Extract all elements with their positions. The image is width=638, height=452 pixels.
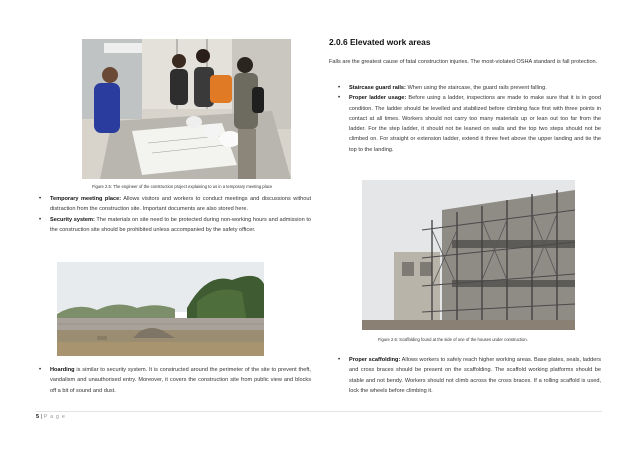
bullet-term: Proper scaffolding: (349, 357, 401, 363)
page-number: 5 (36, 414, 40, 420)
page-footer (36, 414, 66, 420)
right-bullets-top (335, 83, 601, 155)
bullet-text: When using the staircase, the guard rails prevent falling. (405, 85, 547, 91)
bullet-proper-scaffolding (335, 355, 601, 396)
bullet-security-system (36, 215, 311, 236)
bullet-term: Hoarding (50, 367, 75, 373)
figure-2-6-caption: Figure 2.6: Scaffolding found at the side of one of the houses under construction. (378, 337, 528, 342)
bullet-term: Temporary meeting place: (50, 196, 122, 202)
section-intro: Falls are the greatest cause of fatal construction injuries. The most-violated OSHA standard is fall protection. (329, 59, 598, 65)
bullet-term: Security system: (50, 216, 95, 223)
scaffolding-photo (362, 180, 575, 330)
page-label: P a g e (43, 414, 66, 420)
bullet-dot: • (338, 357, 341, 363)
bullet-temporary-meeting-place (36, 194, 311, 215)
bullet-dot: • (338, 95, 341, 102)
bullet-dot: • (39, 367, 42, 373)
bullet-proper-ladder-usage (335, 93, 601, 155)
bullet-text: Allows workers to safely reach higher working areas. Base plates, seals, ladders and cross braces should be present on the scaffolding. The scaffold working platforms should be stable and not bendy. Workers should not climb across the cross braces. If a rolling scaffold is used, lock the wheels before climbing it. (349, 357, 601, 394)
bullet-text: Allows visitors and workers to conduct meetings and discussions without distraction from the construction site. Important documents are also stored here. (50, 196, 312, 213)
bullet-text: Before using a ladder, inspections are made to make sure that it is in good condition. The ladder should be levelled and stabilized before climbing face first with three points in contact at all times. Workers should not carry too many materials up or lean out too far from the ladder. For the step ladder, it should not be leaned on walls and the top two steps should not be climbed on. For straight or extension ladder, extend it three feet above the upper landing and tie the top to the landing. (349, 95, 601, 153)
right-bullets-bottom (335, 355, 601, 396)
bullet-text: The materials on site need to be protected during non-working hours and admission to the construction site should be prohibited unless accompanied by the safety officer. (50, 216, 311, 233)
page-separator: | (39, 414, 44, 420)
bullet-dot: • (338, 85, 341, 91)
section-heading: 2.0.6 Elevated work areas (329, 37, 431, 47)
footer-divider (36, 411, 602, 412)
bullet-dot: • (39, 216, 42, 223)
bullet-dot: • (39, 196, 42, 202)
meeting-photo (82, 39, 291, 179)
bullet-term: Staircase guard rails: (349, 85, 406, 91)
bullet-staircase-guard-rails (335, 83, 601, 93)
bullet-term: Proper ladder usage: (349, 95, 407, 102)
figure-2-5-caption: Figure 2.5: The engineer of the construction project explaining to us in a temporary meeting place (92, 184, 273, 189)
bullet-hoarding (36, 365, 311, 396)
left-bullets-top (36, 194, 311, 235)
hoarding-photo (57, 262, 264, 356)
left-bullets-bottom (36, 365, 311, 396)
bullet-text: is similar to security system. It is constructed around the perimeter of the site to prevent theft, vandalism and unauthorised entry. Moreover, it covers the construction site from public view and blocks off a bit of sound and dust. (50, 367, 311, 394)
